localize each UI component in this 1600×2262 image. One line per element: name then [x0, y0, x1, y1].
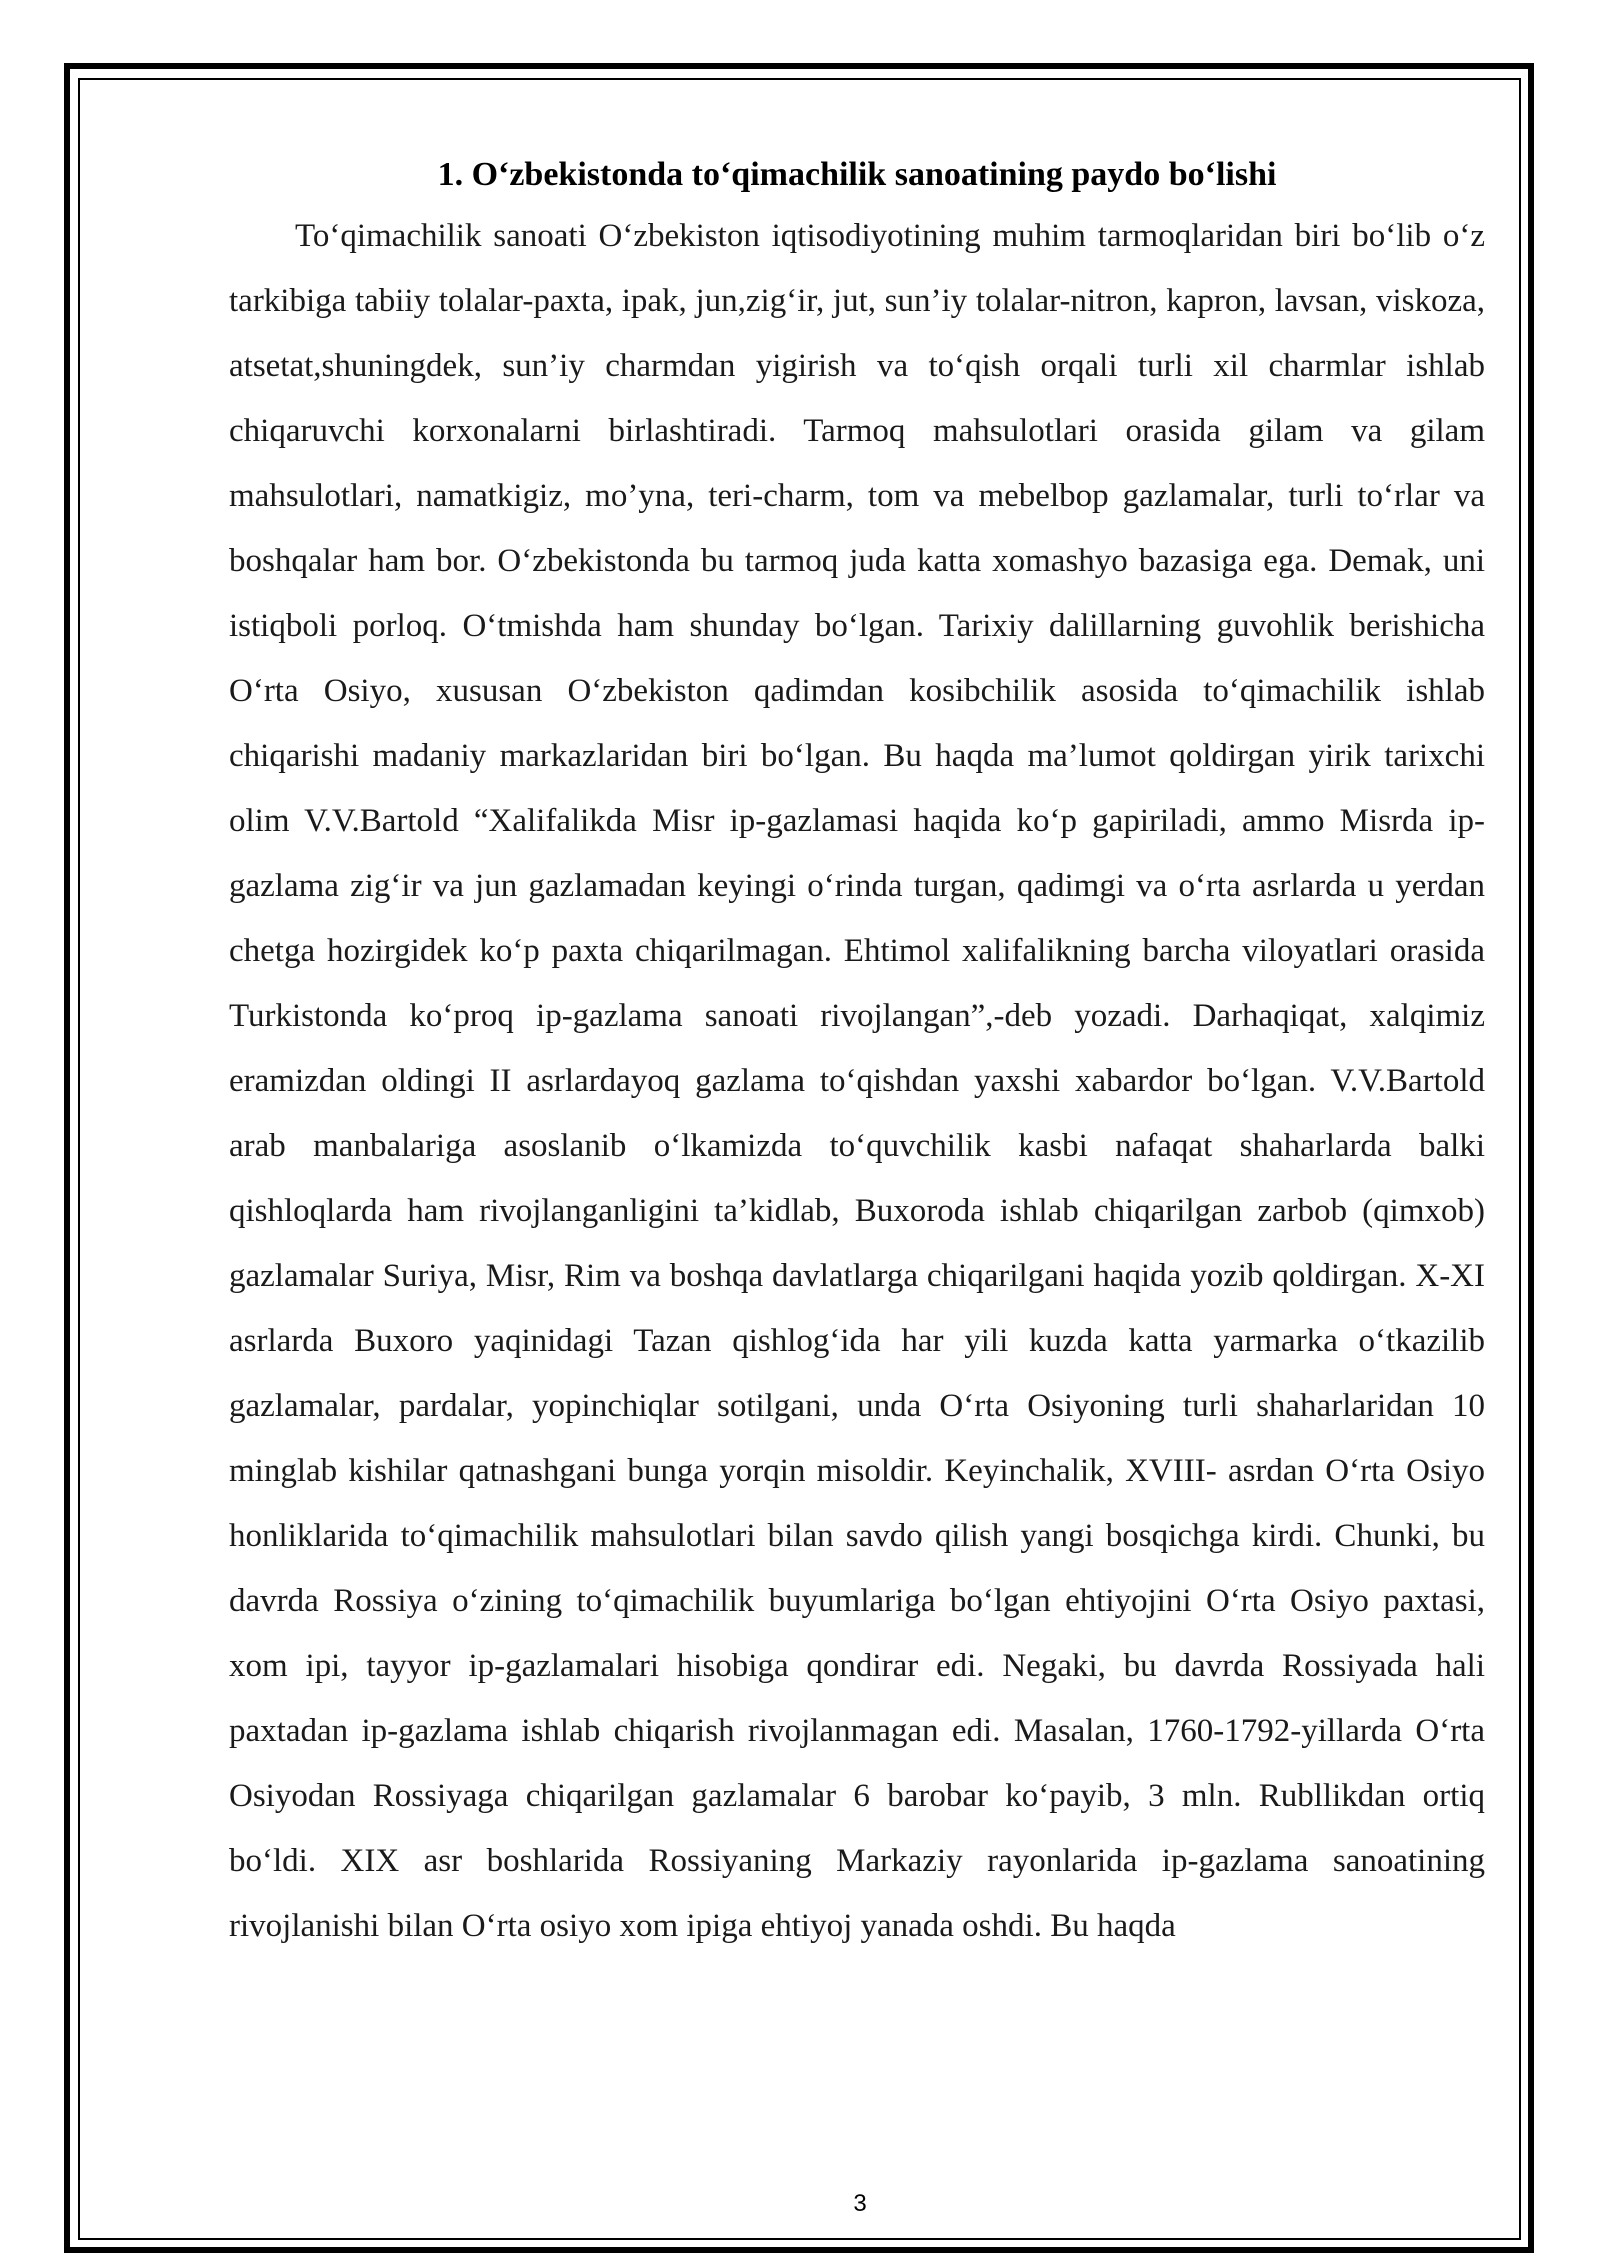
page-content: [229, 152, 1485, 1959]
page-number: 3: [853, 2190, 867, 2217]
body-paragraph: To‘qimachilik sanoati O‘zbekiston iqtisodiyotining muhim tarmoqlaridan biri bo‘lib o‘z tarkibiga tabiiy tolalar-paxta, ipak, jun,zig‘ir, jut, sun’iy tolalar-nitron, kapron, lavsan, viskoza, atsetat,shuningdek, sun’iy charmdan yigirish va to‘qish orqali turli xil charmlar ishlab chiqaruvchi korxonalarni birlashtiradi. Tarmoq mahsulotlari orasida gilam va gilam mahsulotlari, namatkigiz, mo’yna, teri-charm, tom va mebelbop gazlamalar, turli to‘rlar va boshqalar ham bor. O‘zbekistonda bu tarmoq juda katta xomashyo bazasiga ega. Demak, uni istiqboli porloq. O‘tmishda ham shunday bo‘lgan. Tarixiy dalillarning guvohlik berishicha O‘rta Osiyo, xususan O‘zbekiston qadimdan kosibchilik asosida to‘qimachilik ishlab chiqarishi madaniy markazlaridan biri bo‘lgan. Bu haqda ma’lumot qoldirgan yirik tarixchi olim V.V.Bartold “Xalifalikda Misr ip-gazlamasi haqida ko‘p gapiriladi, ammo Misrda ip-gazlama zig‘ir va jun gazlamadan keyingi o‘rinda turgan, qadimgi va o‘rta asrlarda u yerdan chetga hozirgidek ko‘p paxta chiqarilmagan. Ehtimol xalifalikning barcha viloyatlari orasida Turkistonda ko‘proq ip-gazlama sanoati rivojlangan”,-deb yozadi. Darhaqiqat, xalqimiz eramizdan oldingi II asrlardayoq gazlama to‘qishdan yaxshi xabardor bo‘lgan. V.V.Bartold arab manbalariga asoslanib o‘lkamizda to‘quvchilik kasbi nafaqat shaharlarda balki qishloqlarda ham rivojlanganligini ta’kidlab, Buxoroda ishlab chiqarilgan zarbob (qimxob) gazlamalar Suriya, Misr, Rim va boshqa davlatlarga chiqarilgani haqida yozib qoldirgan. X-XI asrlarda Buxoro yaqinidagi Tazan qishlog‘ida har yili kuzda katta yarmarka o‘tkazilib gazlamalar, pardalar, yopinchiqlar sotilgani, unda O‘rta Osiyoning turli shaharlaridan 10 minglab kishilar qatnashgani bunga yorqin misoldir. Keyinchalik, XVIII- asrdan O‘rta Osiyo honliklarida to‘qimachilik mahsulotlari bilan savdo qilish yangi bosqichga kirdi. Chunki, bu davrda Rossiya o‘zining to‘qimachilik buyumlariga bo‘lgan ehtiyojini O‘rta Osiyo paxtasi, xom ipi, tayyor ip-gazlamalari hisobiga qondirar edi. Negaki, bu davrda Rossiyada hali paxtadan ip-gazlama ishlab chiqarish rivojlanmagan edi. Masalan, 1760-1792-yillarda O‘rta Osiyodan Rossiyaga chiqarilgan gazlamalar 6 barobar ko‘payib, 3 mln. Rubllikdan ortiq bo‘ldi. XIX asr boshlarida Rossiyaning Markaziy rayonlarida ip-gazlama sanoatining rivojlanishi bilan O‘rta osiyo xom ipiga ehtiyoj yanada oshdi. Bu haqda: [229, 218, 1485, 1944]
section-title: 1. O‘zbekistonda to‘qimachilik sanoatining paydo bo‘lishi: [437, 156, 1277, 193]
